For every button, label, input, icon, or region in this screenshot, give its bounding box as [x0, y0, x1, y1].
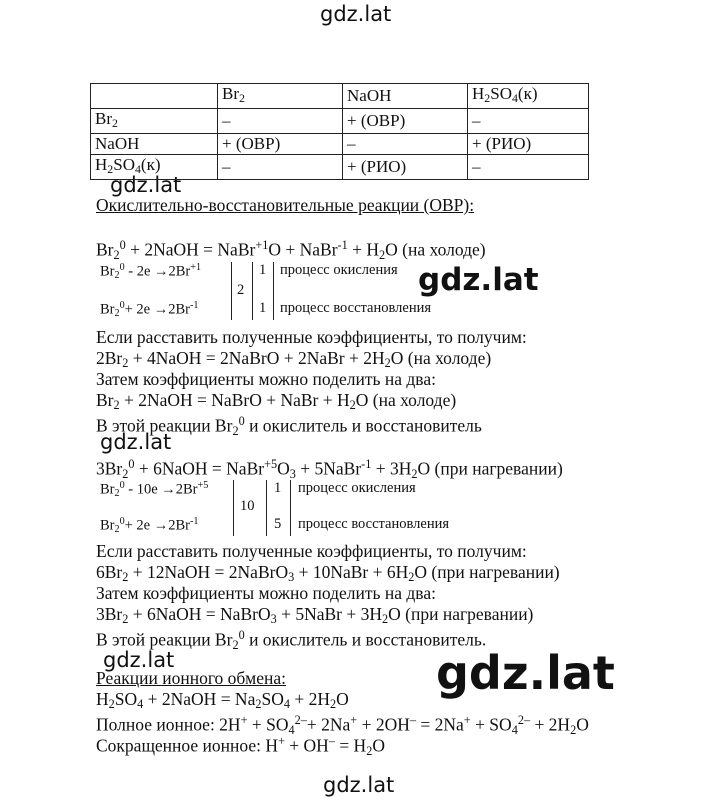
table-header-cell: NaOH — [343, 84, 468, 109]
balance-divider — [266, 480, 267, 536]
hot-reduced-equation: $3Br_2$ + 6NaOH = NaBrO$_3$ + 5NaBr + $3H_2O$ (при нагревании) — [96, 604, 534, 627]
hot-note: В этой реакции $Br_2^0$ и окислитель и восстановитель. — [96, 628, 487, 652]
hot-oxidation-half: $Br_2^0 - 10e \to 2Br^{+5}$ — [100, 480, 209, 500]
cold-note: В этой реакции $Br_2^0$ и окислитель и восстановитель — [96, 414, 482, 438]
coef-intro-2: Если расставить полученные коэффициенты, то получим: — [96, 541, 527, 561]
table-row-header: NaOH — [91, 133, 218, 154]
cold-electron-balance — [100, 260, 540, 322]
cold-equation: $Br_2^0$ + 2NaOH = NaBr$^{+1}$O + NaBr$^{-1}$ + $H_2O$ (на холоде) — [96, 238, 486, 262]
rio-short-ionic: Сокращенное ионное: $H^+ + OH^- = H_2O$ — [96, 734, 385, 758]
hot-ox-label: процесс окисления — [298, 480, 416, 496]
cold-oxidation-half: $Br_2^0 - 2e \to 2Br^{+1}$ — [100, 262, 202, 282]
balance-divider — [231, 262, 232, 320]
rio-heading: Реакции ионного обмена: — [96, 668, 287, 688]
rio-full-ionic: Полное ионное: $2H^+ + SO_4^{2-}+ 2Na^+ + 2OH^- = 2Na^+ + SO_4^{2-} + 2H_2O$ — [96, 713, 589, 737]
hot-electron-balance — [100, 478, 540, 540]
balance-divider — [252, 262, 253, 320]
rio-molecular: $H_2SO_4$ + 2NaOH = $Na_2SO_4 + 2H_2O$ — [96, 689, 349, 712]
hot-reduction-half: $Br_2^0+ 2e \to 2Br^{-1}$ — [100, 516, 199, 536]
coef-intro: Если расставить полученные коэффициенты, то получим: — [96, 327, 527, 347]
cold-ox-coef: 1 — [259, 262, 267, 278]
balance-divider — [290, 480, 291, 536]
table-header-row — [91, 84, 589, 109]
balance-divider — [273, 262, 274, 320]
reactivity-table — [90, 83, 589, 180]
table-row — [91, 154, 589, 179]
hot-red-coef: 5 — [274, 516, 282, 532]
hot-full-equation: $6Br_2$ + 12NaOH = 2NaBrO$_3$ + 10NaBr + $6H_2O$ (при нагревании) — [96, 562, 560, 585]
watermark-bottom: gdz.lat — [323, 773, 395, 797]
table-cell: + (ОВР) — [343, 108, 468, 133]
cold-red-coef: 1 — [259, 300, 267, 316]
table-cell: + (ОВР) — [218, 133, 343, 154]
table-cell: + (РИО) — [343, 154, 468, 179]
table-cell: – — [468, 108, 589, 133]
cold-ox-label: процесс окисления — [280, 262, 398, 278]
cold-full-equation: $2Br_2$ + 4NaOH = 2NaBrO + 2NaBr + $2H_2O$ (на холоде) — [96, 348, 492, 371]
hot-lcm: 10 — [240, 498, 255, 514]
cold-reduced-equation: $Br_2$ + 2NaOH = NaBrO + NaBr + $H_2O$ (на холоде) — [96, 390, 457, 413]
cold-lcm: 2 — [237, 282, 245, 298]
table-cell: – — [343, 133, 468, 154]
table-header-cell: $H_2SO_4(к)$ — [468, 84, 589, 109]
table-row-header: $Br_2$ — [91, 108, 218, 133]
cold-red-label: процесс восстановления — [280, 300, 432, 316]
divide-intro: Затем коэффициенты можно поделить на два: — [96, 369, 436, 389]
table-header-cell: $Br_2$ — [218, 84, 343, 109]
table-cell: – — [468, 154, 589, 179]
table-cell: + (РИО) — [468, 133, 589, 154]
table-row — [91, 108, 589, 133]
table-cell: – — [218, 108, 343, 133]
table-row — [91, 133, 589, 154]
watermark-lower-left: gdz.lat — [103, 648, 175, 672]
table-row-header: $H_2SO_4(к)$ — [91, 154, 218, 179]
table-cell: – — [218, 154, 343, 179]
hot-ox-coef: 1 — [274, 480, 282, 496]
watermark-under-table: gdz.lat — [110, 173, 182, 197]
watermark-middle-right: gdz.lat — [418, 262, 539, 298]
table-header-cell — [91, 84, 218, 109]
watermark-middle-left: gdz.lat — [100, 430, 172, 454]
divide-intro-2: Затем коэффициенты можно поделить на два: — [96, 583, 436, 603]
watermark-large: gdz.lat — [436, 646, 615, 700]
ovr-heading: Окислительно-восстановительные реакции (ОВР): — [96, 195, 475, 215]
cold-reduction-half: $Br_2^0+ 2e \to 2Br^{-1}$ — [100, 300, 199, 320]
hot-red-label: процесс восстановления — [298, 516, 450, 532]
watermark-top: gdz.lat — [320, 2, 392, 26]
hot-equation: $3Br_2^0$ + 6NaOH = $NaBr^{+5}O_3$ + 5NaBr$^{-1}$ + $3H_2O$ (при нагревании) — [96, 457, 563, 481]
balance-divider — [233, 480, 234, 536]
